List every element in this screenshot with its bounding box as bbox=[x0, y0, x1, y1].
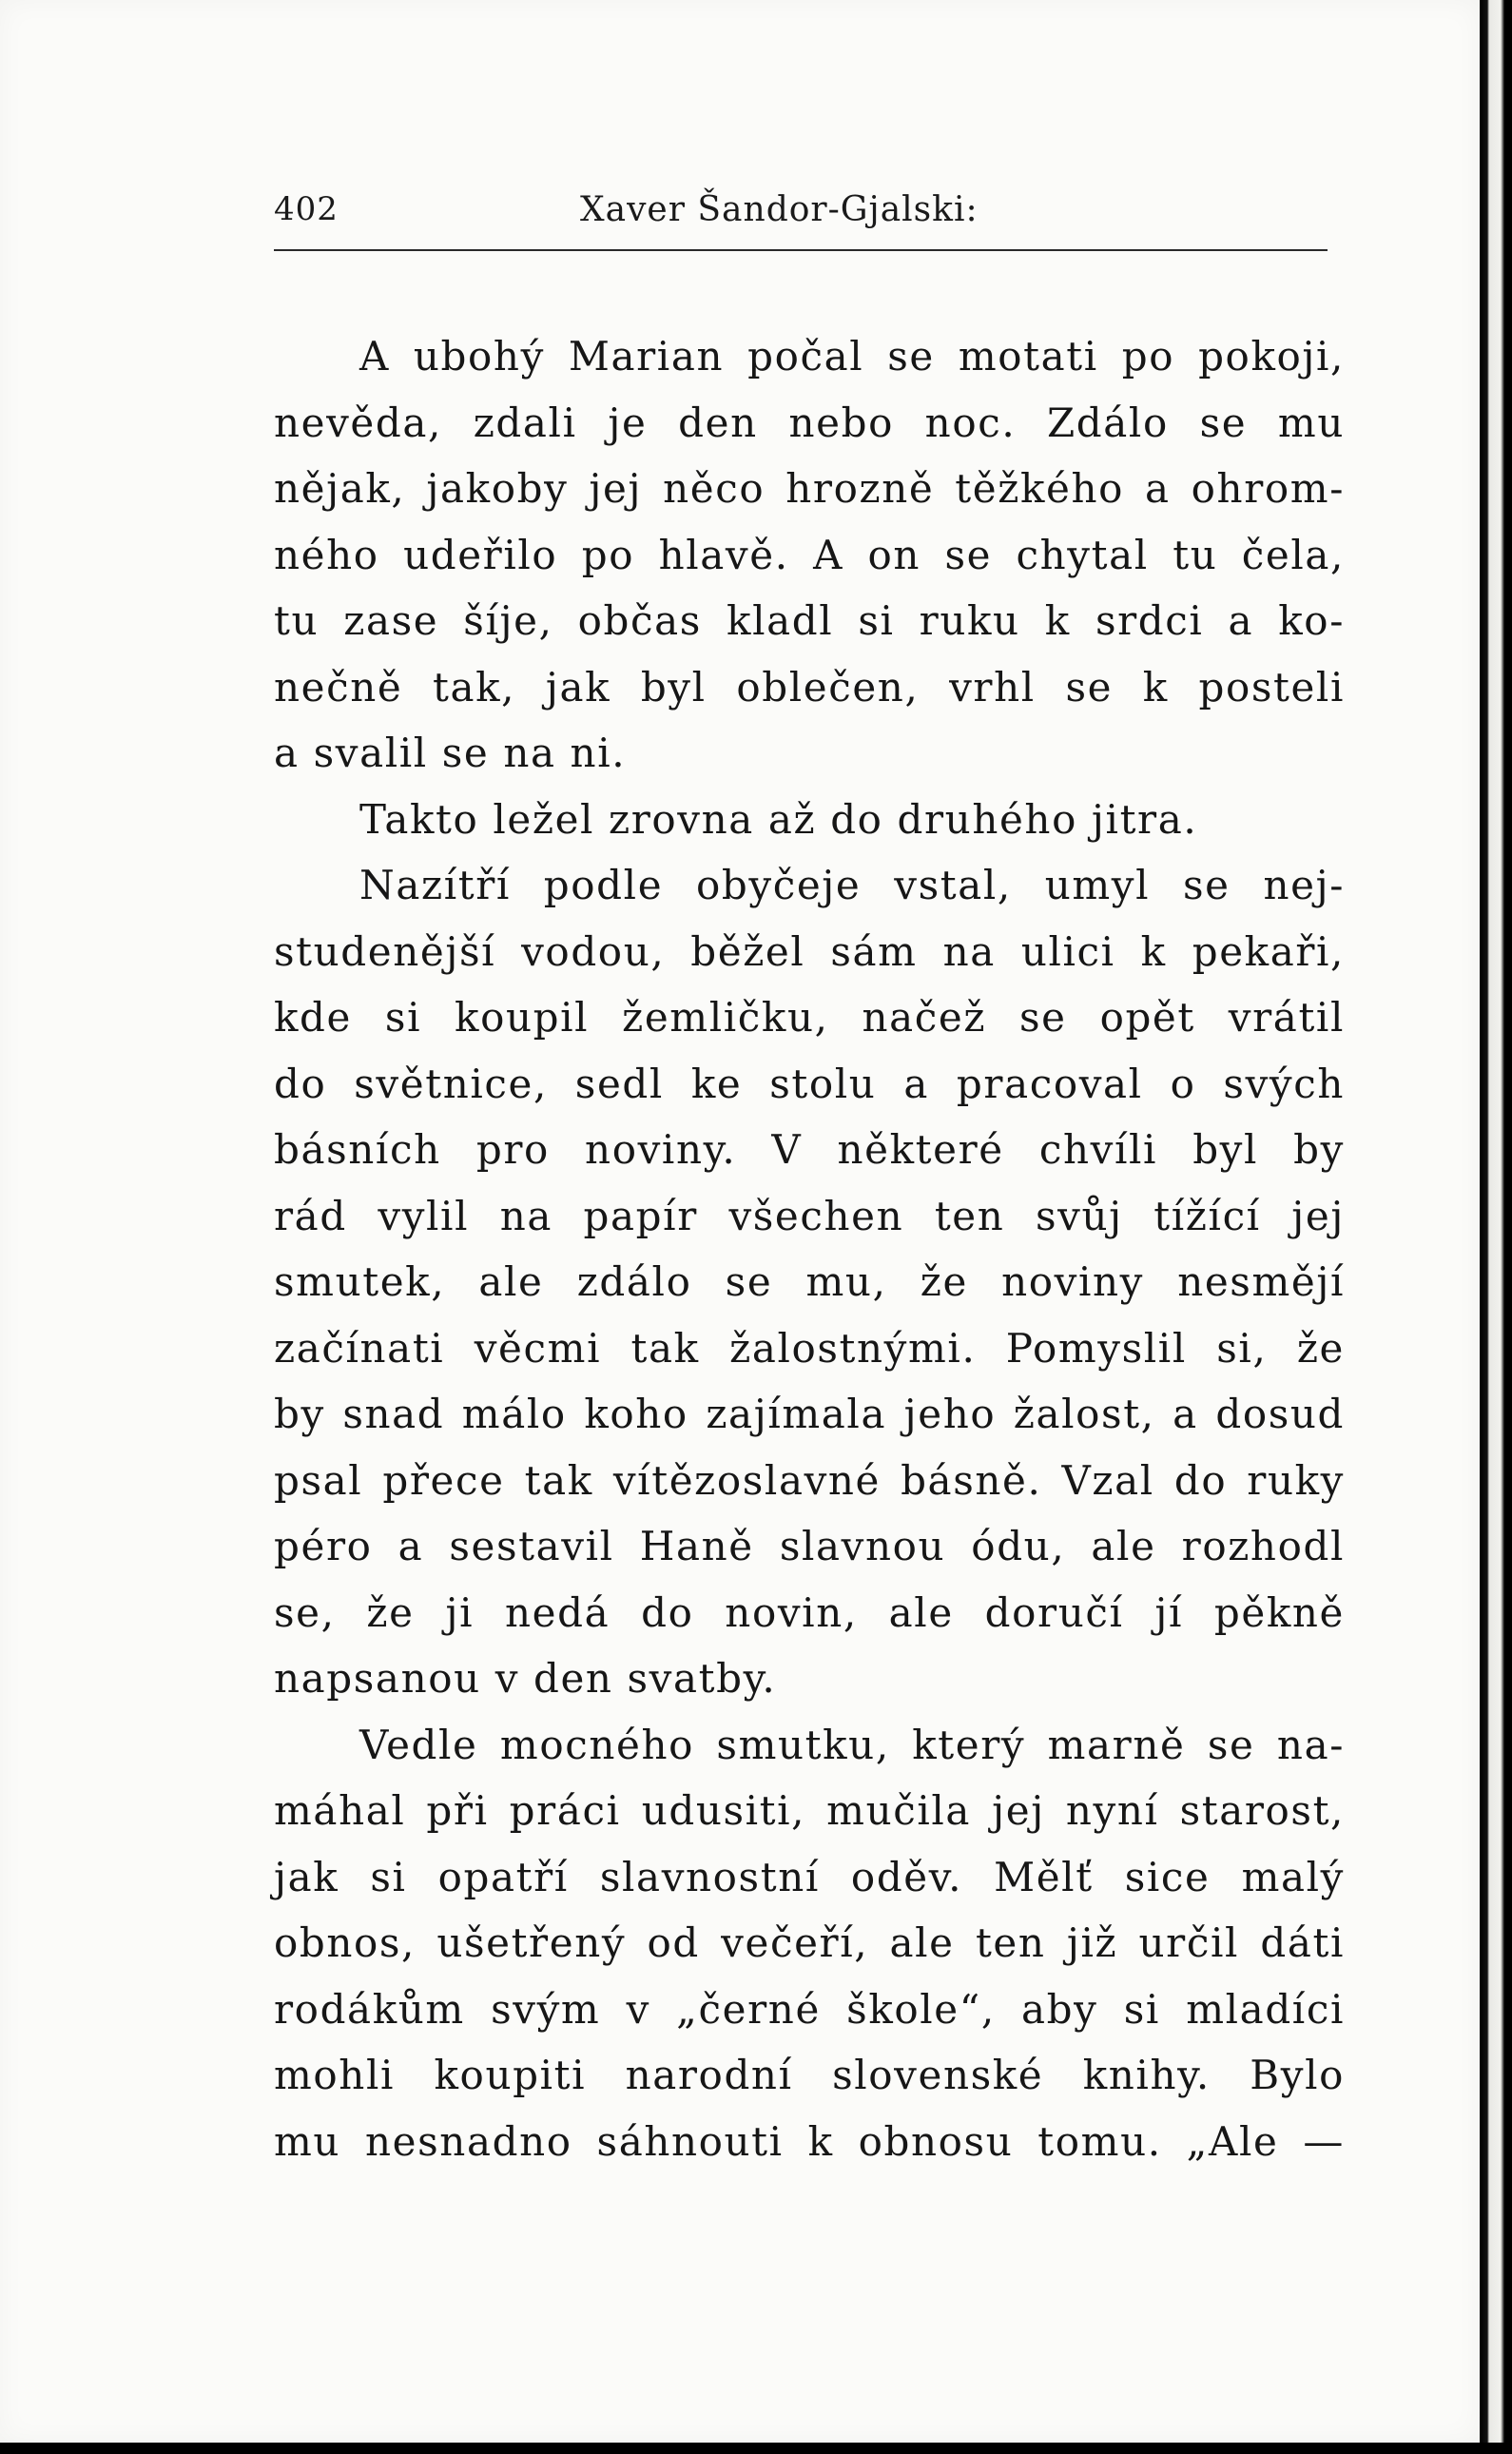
text-line: Nazítří podle obyčeje vstal, umyl se nej- bbox=[359, 862, 1345, 908]
text-line: se, že ji nedá do novin, ale doručí jí pěkně bbox=[274, 1588, 1345, 1636]
text-line: rád vylil na papír všechen ten svůj tížící jej bbox=[274, 1192, 1345, 1239]
text-line: máhal při práci udusiti, mučila jej nyní starost, bbox=[274, 1787, 1345, 1834]
text-line: kde si koupil žemličku, načež se opět vrátil bbox=[274, 994, 1345, 1041]
text-line: rodákům svým v „černé škole“, aby si mladíci bbox=[274, 1985, 1345, 2033]
text-line: mohli koupiti narodní slovenské knihy. Bylo bbox=[274, 2052, 1345, 2098]
text-line: psal přece tak vítězoslavné básně. Vzal do ruky bbox=[274, 1456, 1345, 1504]
body-text bbox=[274, 323, 1345, 2174]
text-line: básních pro noviny. V některé chvíli byl by bbox=[274, 1126, 1345, 1173]
text-line: péro a sestavil Haně slavnou ódu, ale rozhodl bbox=[274, 1523, 1345, 1569]
text-line: začínati věcmi tak žalostnými. Pomyslil si, že bbox=[274, 1324, 1345, 1372]
page-edge-bottom bbox=[0, 2443, 1512, 2454]
text-line: nečně tak, jak byl oblečen, vrhl se k posteli bbox=[274, 663, 1345, 711]
text-line: nějak, jakoby jej něco hrozně těžkého a ohrom- bbox=[274, 465, 1345, 512]
text-line: tu zase šíje, občas kladl si ruku k srdci a ko- bbox=[274, 597, 1345, 644]
text-line: ného udeřilo po hlavě. A on se chytal tu čela, bbox=[274, 531, 1345, 578]
text-line: jak si opatří slavnostní oděv. Mělť sice malý bbox=[274, 1853, 1345, 1900]
page-number: 402 bbox=[274, 190, 339, 228]
header-rule bbox=[274, 249, 1328, 251]
text-line: Vedle mocného smutku, který marně se na- bbox=[359, 1721, 1345, 1768]
page-header bbox=[274, 190, 1328, 247]
text-line: obnos, ušetřený od večeří, ale ten již určil dáti bbox=[274, 1919, 1345, 1966]
text-line: studenější vodou, běžel sám na ulici k pekaři, bbox=[274, 927, 1345, 975]
text-line: smutek, ale zdálo se mu, že noviny nesmějí bbox=[274, 1258, 1345, 1305]
running-head: Xaver Šandor-Gjalski: bbox=[580, 190, 979, 229]
text-line: a svalil se na ni. bbox=[274, 730, 627, 776]
text-line: nevěda, zdali je den nebo noc. Zdálo se mu bbox=[274, 399, 1345, 446]
text-line: mu nesnadno sáhnouti k obnosu tomu. „Ale — bbox=[274, 2117, 1345, 2165]
page-edge-right bbox=[1480, 0, 1512, 2454]
text-line: do světnice, sedl ke stolu a pracoval o svých bbox=[274, 1060, 1345, 1107]
text-line: by snad málo koho zajímala jeho žalost, a dosud bbox=[274, 1391, 1345, 1437]
text-line: Takto ležel zrovna až do druhého jitra. bbox=[359, 795, 1198, 843]
text-line: napsanou v den svatby. bbox=[274, 1655, 777, 1702]
text-line: A ubohý Marian počal se motati po pokoji, bbox=[359, 333, 1345, 380]
